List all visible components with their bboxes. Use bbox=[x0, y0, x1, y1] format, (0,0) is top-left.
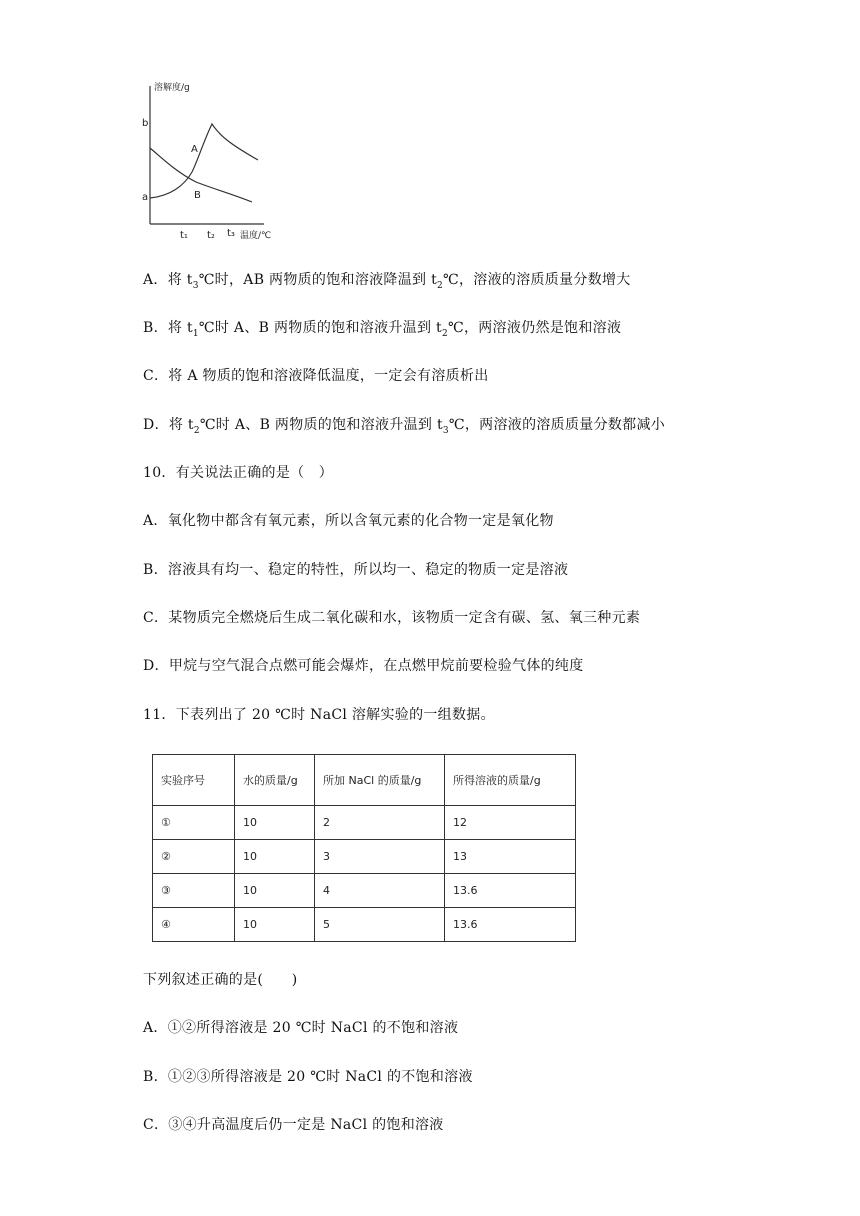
q11-option-b: B．①②③所得溶液是 20 ℃时 NaCl 的不饱和溶液 bbox=[143, 1069, 473, 1085]
graph-x-tick-t3: t₃ bbox=[227, 228, 235, 239]
table-cell: ② bbox=[153, 840, 235, 874]
graph-y-tick-b: b bbox=[142, 118, 149, 129]
table-cell: ③ bbox=[153, 874, 235, 908]
q10-option-c: C．某物质完全燃烧后生成二氧化碳和水，该物质一定含有碳、氢、氧三种元素 bbox=[143, 610, 641, 626]
table-row bbox=[153, 840, 576, 874]
table-cell: 4 bbox=[315, 874, 445, 908]
table-row bbox=[153, 874, 576, 908]
curve-b-label: B bbox=[194, 190, 201, 201]
solubility-graph bbox=[140, 78, 290, 246]
table-cell: 10 bbox=[235, 908, 315, 942]
q11-option-c: C．③④升高温度后仍一定是 NaCl 的饱和溶液 bbox=[143, 1117, 444, 1133]
table-cell: 3 bbox=[315, 840, 445, 874]
table-cell: 2 bbox=[315, 806, 445, 840]
table-cell: 5 bbox=[315, 908, 445, 942]
q11-option-a: A．①②所得溶液是 20 ℃时 NaCl 的不饱和溶液 bbox=[143, 1020, 459, 1036]
table-cell: 13.6 bbox=[445, 908, 576, 942]
table-header-cell: 水的质量/g bbox=[235, 755, 315, 806]
table-cell: ① bbox=[153, 806, 235, 840]
q10-stem: 10．有关说法正确的是（ ） bbox=[143, 465, 334, 481]
table-cell: 13.6 bbox=[445, 874, 576, 908]
table-header-cell: 所得溶液的质量/g bbox=[445, 755, 576, 806]
curve-a-label: A bbox=[191, 144, 198, 155]
table-cell: 13 bbox=[445, 840, 576, 874]
curve-b bbox=[150, 148, 252, 202]
graph-x-axis-label: 温度/℃ bbox=[240, 231, 272, 241]
q10-option-a: A．氧化物中都含有氧元素，所以含氧元素的化合物一定是氧化物 bbox=[143, 513, 554, 529]
table-row bbox=[153, 806, 576, 840]
q9-option-d: D．将 $t_2℃$时 A、B 两物质的饱和溶液升温到 $t_3℃$，两溶液的溶质质量分数都减小 bbox=[143, 417, 666, 436]
q11-stem: 11．下表列出了 20 ℃时 NaCl 溶解实验的一组数据。 bbox=[143, 707, 495, 723]
graph-y-axis-label: 溶解度/g bbox=[154, 83, 190, 93]
q10-option-d: D．甲烷与空气混合点燃可能会爆炸，在点燃甲烷前要检验气体的纯度 bbox=[143, 658, 584, 674]
q11-prompt: 下列叙述正确的是( ) bbox=[143, 972, 298, 988]
graph-x-tick-t2: t₂ bbox=[207, 230, 215, 241]
graph-x-tick-t1: t₁ bbox=[180, 230, 188, 241]
q10-option-b: B．溶液具有均一、稳定的特性，所以均一、稳定的物质一定是溶液 bbox=[143, 562, 569, 578]
table-header-cell: 实验序号 bbox=[153, 755, 235, 806]
table-row bbox=[153, 908, 576, 942]
table-cell: 10 bbox=[235, 840, 315, 874]
graph-y-tick-a: a bbox=[142, 192, 149, 203]
table-header-cell: 所加 NaCl 的质量/g bbox=[315, 755, 445, 806]
nacl-data-table bbox=[152, 754, 576, 942]
table-cell: 12 bbox=[445, 806, 576, 840]
table-cell: 10 bbox=[235, 806, 315, 840]
q9-option-b: B．将 $t_1℃$时 A、B 两物质的饱和溶液升温到 $t_2℃$，两溶液仍然是饱和溶液 bbox=[143, 320, 622, 339]
table-header-row bbox=[153, 755, 576, 806]
table-cell: 10 bbox=[235, 874, 315, 908]
q9-option-c: C．将 A 物质的饱和溶液降低温度，一定会有溶质析出 bbox=[143, 368, 489, 384]
table-cell: ④ bbox=[153, 908, 235, 942]
q9-option-a: A．将 $t_3℃$时，AB 两物质的饱和溶液降温到 $t_2℃$，溶液的溶质质量分数增大 bbox=[143, 272, 631, 291]
